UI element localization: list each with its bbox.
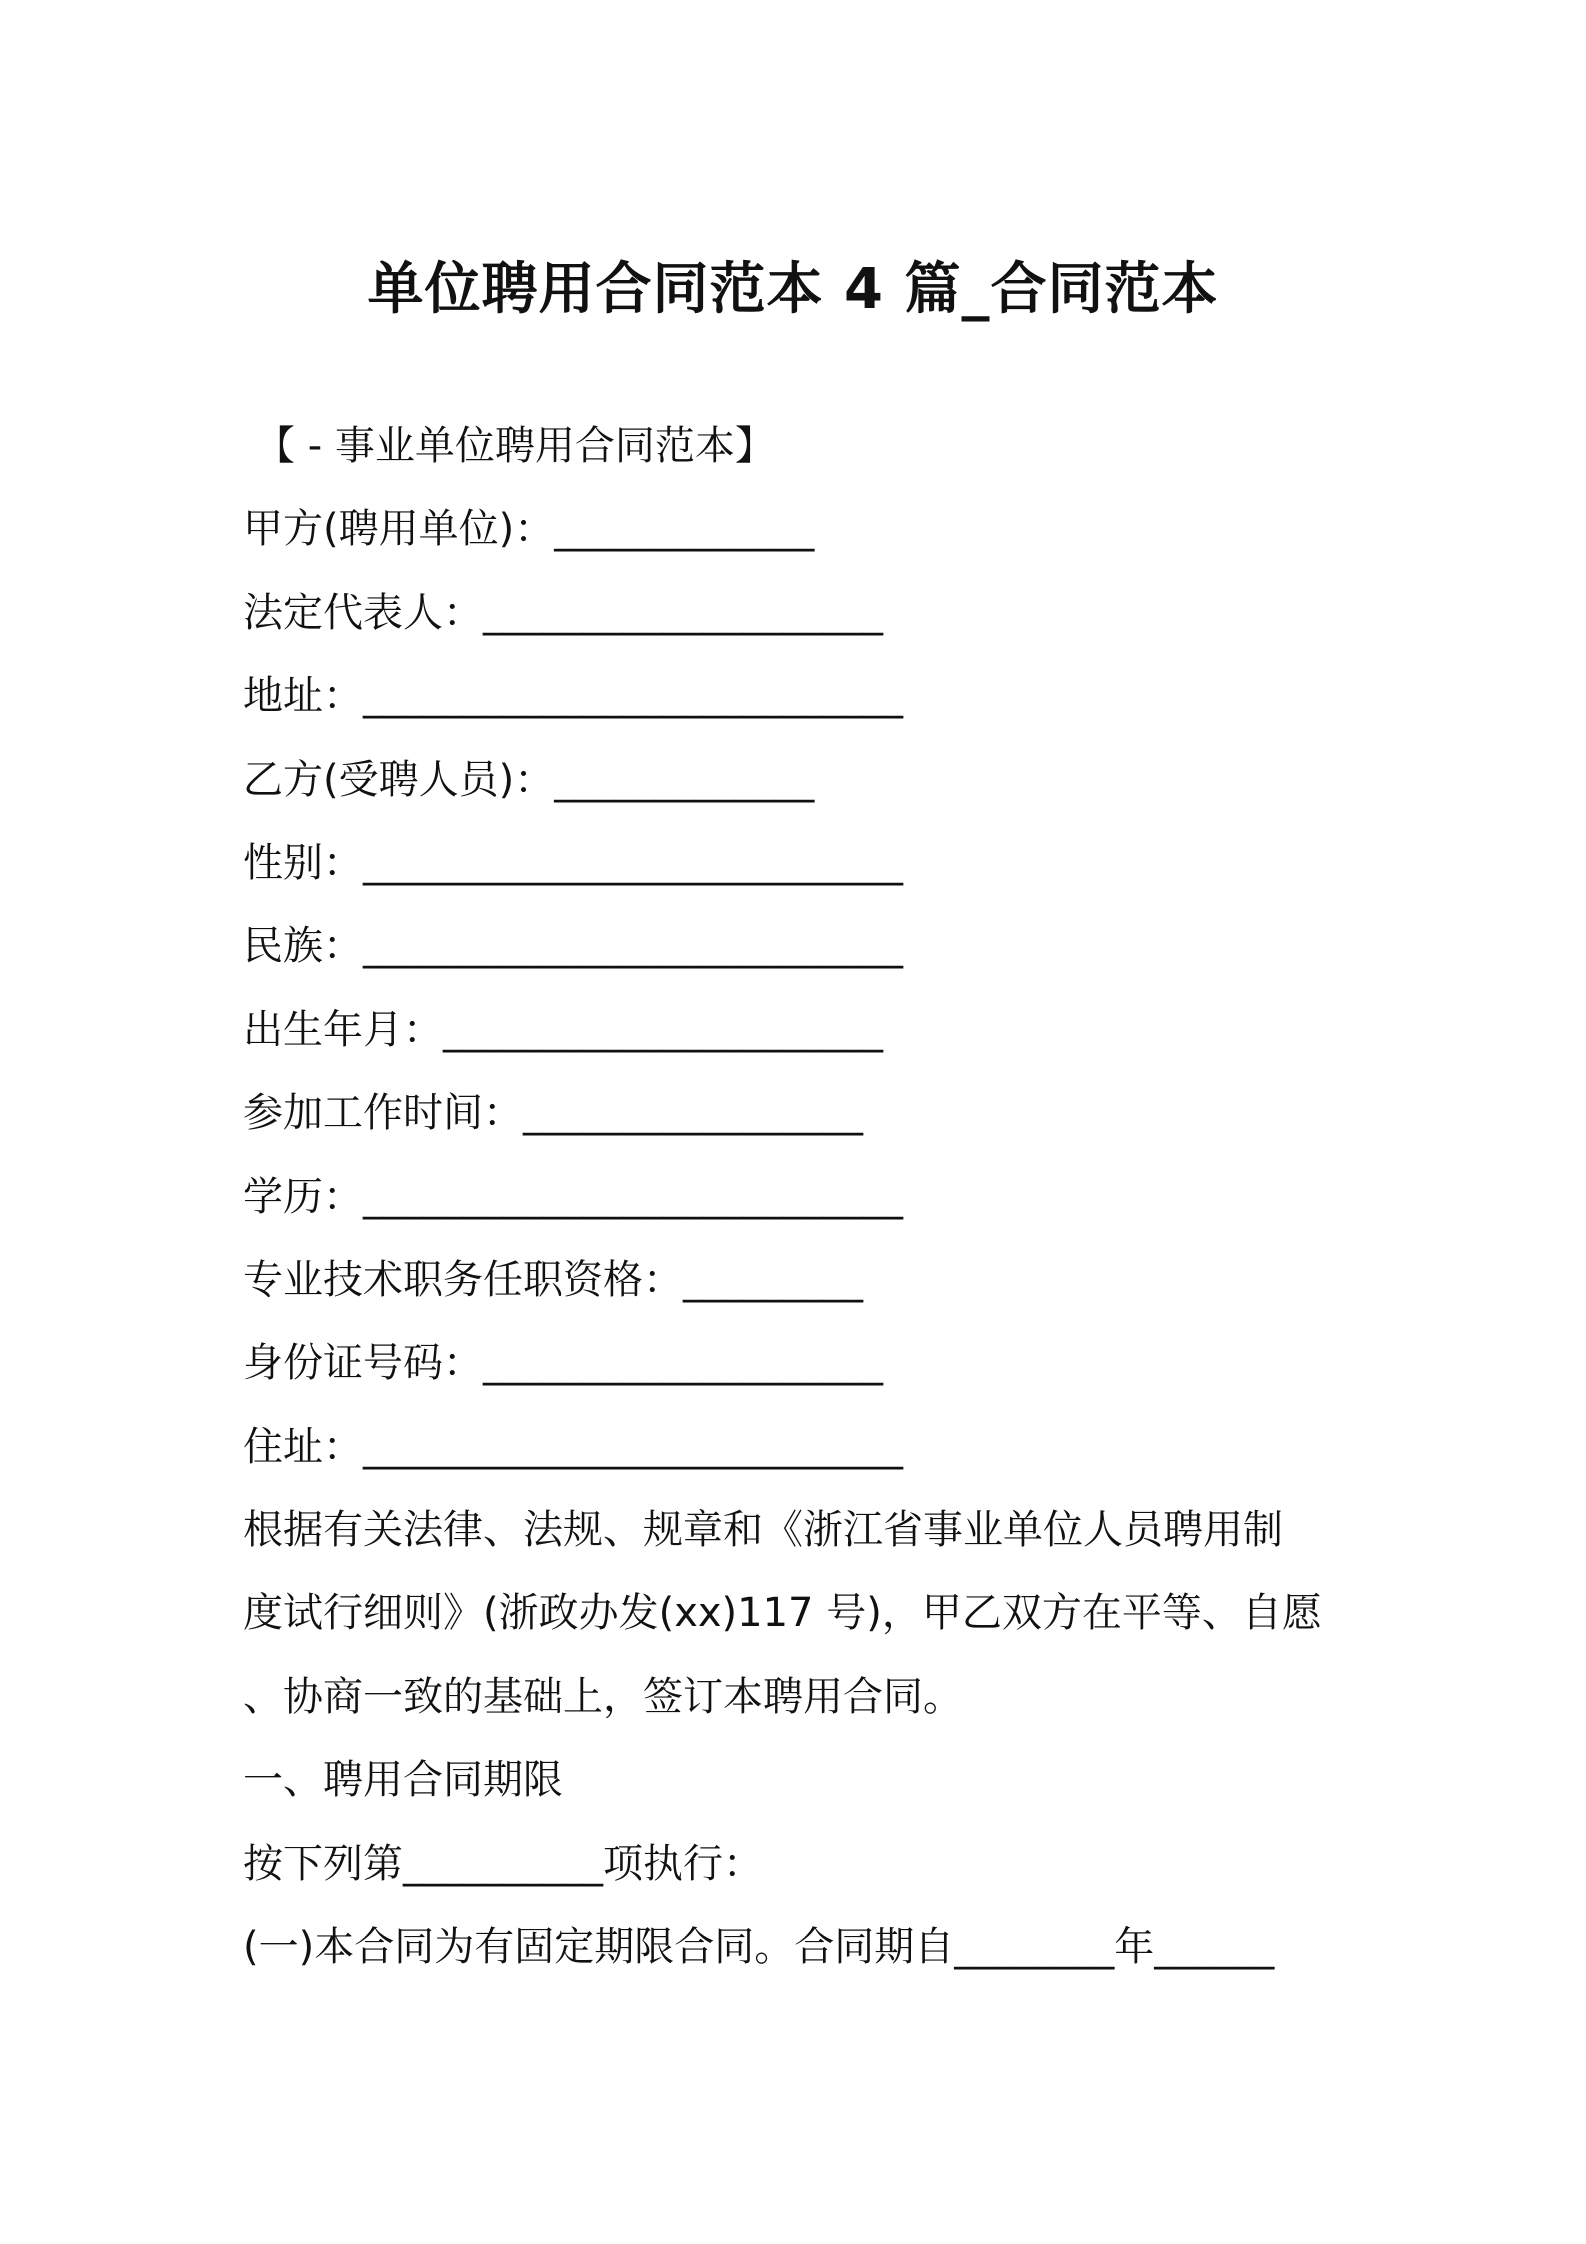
clause-heading: 一、聘用合同期限 bbox=[243, 1757, 563, 1804]
field-legal-representative: 法定代表人：____________________ bbox=[243, 589, 883, 636]
field-education: 学历：___________________________ bbox=[243, 1173, 903, 1220]
field-work-start-date: 参加工作时间：_________________ bbox=[243, 1090, 863, 1137]
field-gender: 性别：___________________________ bbox=[243, 839, 903, 886]
paragraph-line: 度试行细则》(浙政办发(xx)117 号)，甲乙双方在平等、自愿 bbox=[243, 1590, 1322, 1637]
field-birth-date: 出生年月：______________________ bbox=[243, 1006, 883, 1053]
field-residence: 住址：___________________________ bbox=[243, 1423, 903, 1470]
document-title: 单位聘用合同范本 4 篇_合同范本 bbox=[367, 257, 1219, 322]
paragraph-line: 根据有关法律、法规、规章和《浙江省事业单位人员聘用制 bbox=[243, 1507, 1283, 1554]
paragraph-line: 、协商一致的基础上，签订本聘用合同。 bbox=[243, 1673, 963, 1720]
field-ethnicity: 民族：___________________________ bbox=[243, 923, 903, 970]
paragraph-line: 按下列第__________项执行： bbox=[243, 1840, 763, 1887]
section-heading: 【 - 事业单位聘用合同范本】 bbox=[255, 423, 775, 469]
field-professional-qualification: 专业技术职务任职资格：_________ bbox=[243, 1256, 863, 1303]
field-id-number: 身份证号码：____________________ bbox=[243, 1340, 883, 1387]
field-address: 地址：___________________________ bbox=[243, 673, 903, 720]
document-body bbox=[243, 405, 1363, 1989]
field-party-a: 甲方(聘用单位)：_____________ bbox=[243, 506, 815, 553]
field-party-b: 乙方(受聘人员)：_____________ bbox=[243, 756, 815, 803]
paragraph-line: (一)本合同为有固定期限合同。合同期自________年______ bbox=[243, 1924, 1275, 1971]
